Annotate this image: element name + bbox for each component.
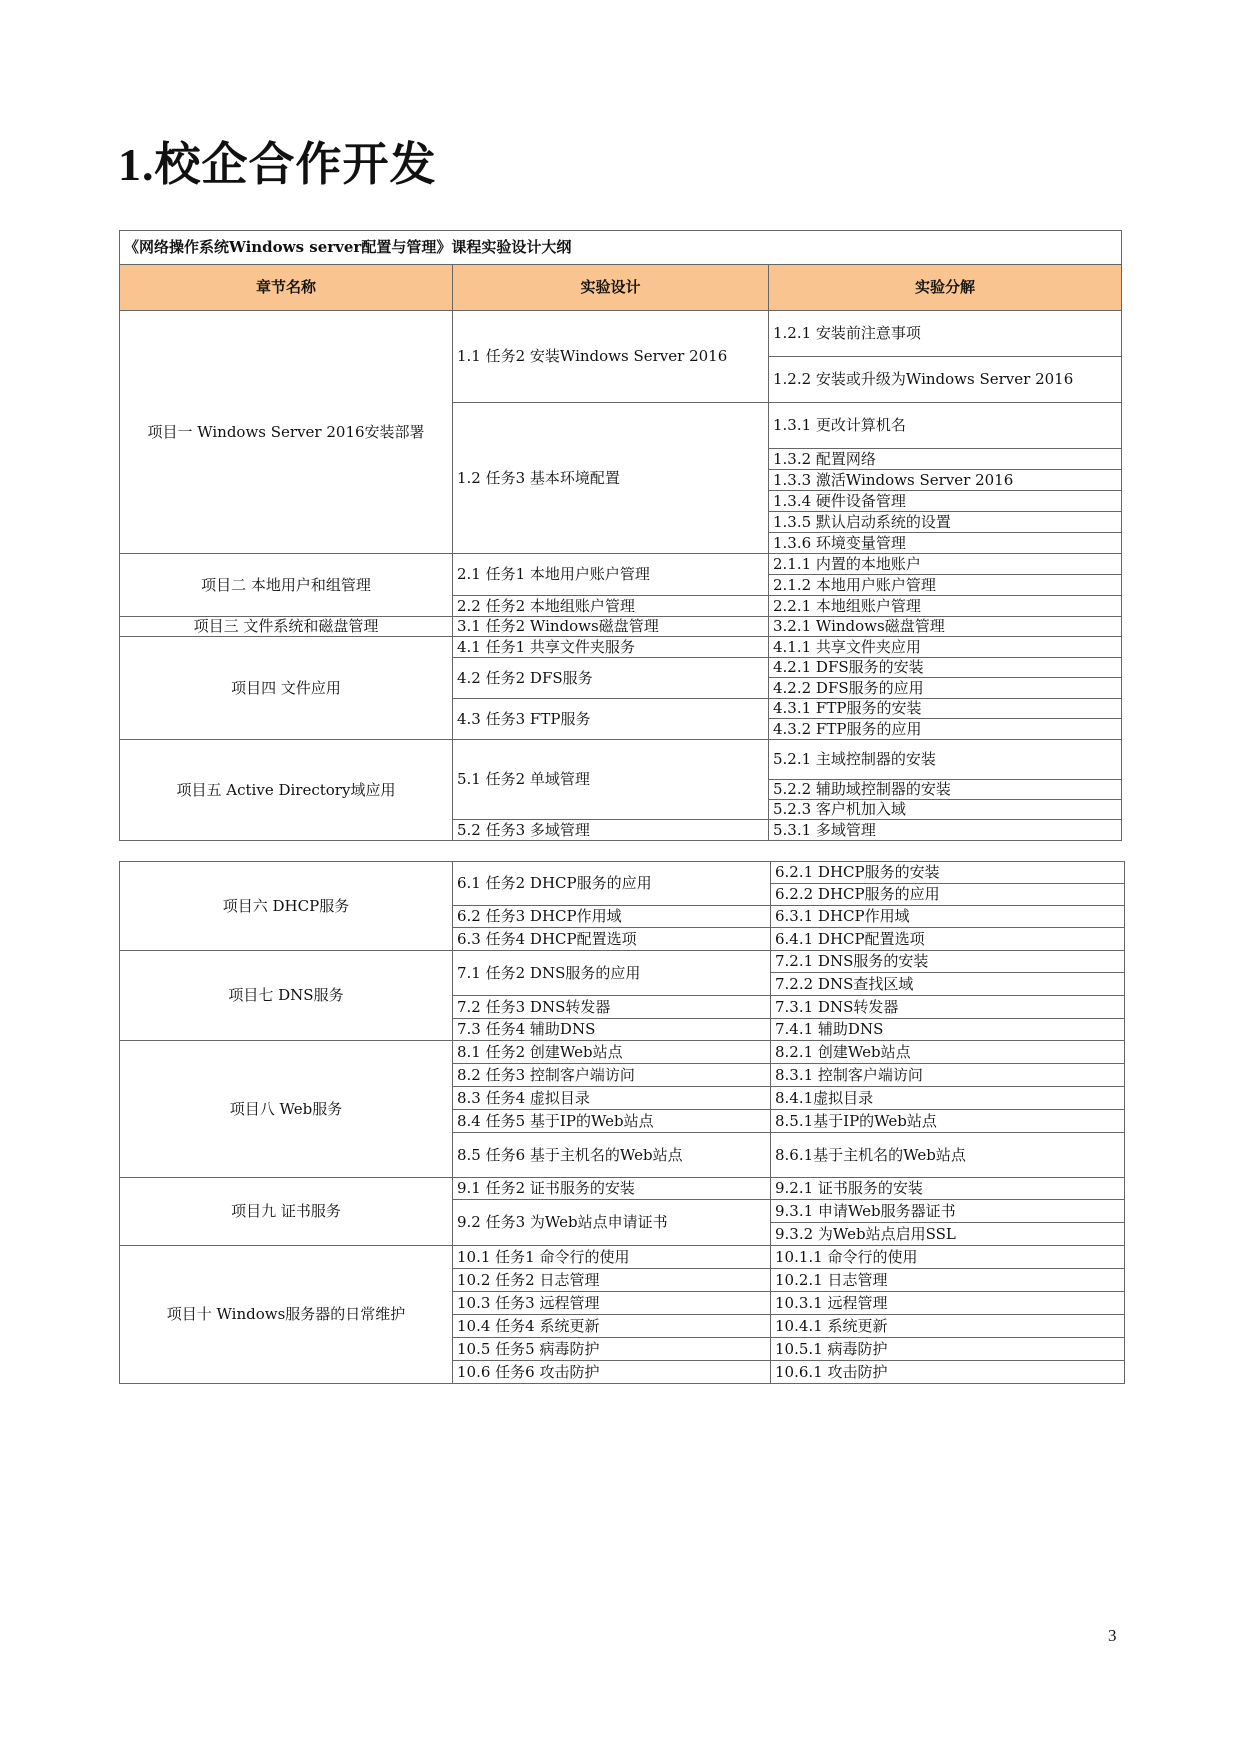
breakdown-cell: 6.4.1 DHCP配置选项 — [771, 928, 1125, 951]
design-cell: 4.2 任务2 DFS服务 — [453, 658, 769, 699]
design-cell: 1.2 任务3 基本环境配置 — [453, 403, 769, 554]
design-cell: 2.2 任务2 本地组账户管理 — [453, 596, 769, 617]
breakdown-cell: 8.5.1基于IP的Web站点 — [771, 1110, 1125, 1133]
design-cell: 6.2 任务3 DHCP作用域 — [453, 906, 771, 928]
breakdown-cell: 3.2.1 Windows磁盘管理 — [769, 617, 1122, 637]
breakdown-cell: 4.3.1 FTP服务的安装 — [769, 699, 1122, 719]
breakdown-cell: 2.1.2 本地用户账户管理 — [769, 575, 1122, 596]
breakdown-cell: 5.2.3 客户机加入域 — [769, 800, 1122, 820]
design-cell: 7.2 任务3 DNS转发器 — [453, 996, 771, 1019]
chapter-cell: 项目一 Windows Server 2016安装部署 — [120, 311, 453, 554]
breakdown-cell: 10.5.1 病毒防护 — [771, 1338, 1125, 1361]
breakdown-cell: 7.3.1 DNS转发器 — [771, 996, 1125, 1019]
breakdown-cell: 2.2.1 本地组账户管理 — [769, 596, 1122, 617]
breakdown-cell: 5.2.2 辅助域控制器的安装 — [769, 780, 1122, 800]
design-cell: 7.3 任务4 辅助DNS — [453, 1019, 771, 1041]
chapter-cell: 项目四 文件应用 — [120, 637, 453, 740]
chapter-cell: 项目五 Active Directory域应用 — [120, 740, 453, 841]
breakdown-cell: 9.2.1 证书服务的安装 — [771, 1178, 1125, 1200]
outline-table-part2 — [119, 861, 1125, 1384]
page-number: 3 — [1108, 1626, 1117, 1645]
design-cell: 8.2 任务3 控制客户端访问 — [453, 1064, 771, 1087]
design-cell: 5.1 任务2 单域管理 — [453, 740, 769, 820]
breakdown-cell: 1.3.2 配置网络 — [769, 449, 1122, 470]
breakdown-cell: 1.2.2 安装或升级为Windows Server 2016 — [769, 357, 1122, 403]
breakdown-cell: 6.2.1 DHCP服务的安装 — [771, 862, 1125, 884]
breakdown-cell: 10.2.1 日志管理 — [771, 1269, 1125, 1292]
breakdown-cell: 8.4.1虚拟目录 — [771, 1087, 1125, 1110]
section-heading: 1.校企合作开发 — [118, 139, 437, 190]
breakdown-cell: 7.4.1 辅助DNS — [771, 1019, 1125, 1041]
breakdown-cell: 1.3.3 激活Windows Server 2016 — [769, 470, 1122, 491]
design-cell: 10.5 任务5 病毒防护 — [453, 1338, 771, 1361]
design-cell: 8.5 任务6 基于主机名的Web站点 — [453, 1133, 771, 1178]
breakdown-cell: 9.3.1 申请Web服务器证书 — [771, 1200, 1125, 1223]
design-cell: 4.1 任务1 共享文件夹服务 — [453, 637, 769, 658]
breakdown-cell: 2.1.1 内置的本地账户 — [769, 554, 1122, 575]
breakdown-cell: 1.3.5 默认启动系统的设置 — [769, 512, 1122, 533]
design-cell: 10.4 任务4 系统更新 — [453, 1315, 771, 1338]
chapter-cell: 项目八 Web服务 — [120, 1041, 453, 1178]
breakdown-cell: 7.2.2 DNS查找区域 — [771, 973, 1125, 996]
chapter-cell: 项目二 本地用户和组管理 — [120, 554, 453, 617]
design-cell: 9.1 任务2 证书服务的安装 — [453, 1178, 771, 1200]
chapter-cell: 项目三 文件系统和磁盘管理 — [120, 617, 453, 637]
breakdown-cell: 10.6.1 攻击防护 — [771, 1361, 1125, 1384]
breakdown-cell: 8.6.1基于主机名的Web站点 — [771, 1133, 1125, 1178]
breakdown-cell: 4.2.2 DFS服务的应用 — [769, 678, 1122, 699]
header-chapter-name: 章节名称 — [120, 265, 453, 311]
design-cell: 4.3 任务3 FTP服务 — [453, 699, 769, 740]
chapter-cell: 项目九 证书服务 — [120, 1178, 453, 1246]
breakdown-cell: 10.3.1 远程管理 — [771, 1292, 1125, 1315]
design-cell: 8.1 任务2 创建Web站点 — [453, 1041, 771, 1064]
chapter-cell: 项目十 Windows服务器的日常维护 — [120, 1246, 453, 1384]
header-experiment-design: 实验设计 — [453, 265, 769, 311]
breakdown-cell: 1.3.1 更改计算机名 — [769, 403, 1122, 449]
breakdown-cell: 6.2.2 DHCP服务的应用 — [771, 884, 1125, 906]
design-cell: 9.2 任务3 为Web站点申请证书 — [453, 1200, 771, 1246]
breakdown-cell: 4.2.1 DFS服务的安装 — [769, 658, 1122, 678]
header-experiment-breakdown: 实验分解 — [769, 265, 1122, 311]
table-caption: 《网络操作系统Windows server配置与管理》课程实验设计大纲 — [120, 231, 1122, 265]
breakdown-cell: 1.3.6 环境变量管理 — [769, 533, 1122, 554]
breakdown-cell: 10.4.1 系统更新 — [771, 1315, 1125, 1338]
design-cell: 10.3 任务3 远程管理 — [453, 1292, 771, 1315]
breakdown-cell: 10.1.1 命令行的使用 — [771, 1246, 1125, 1269]
breakdown-cell: 8.2.1 创建Web站点 — [771, 1041, 1125, 1064]
design-cell: 10.1 任务1 命令行的使用 — [453, 1246, 771, 1269]
breakdown-cell: 6.3.1 DHCP作用域 — [771, 906, 1125, 928]
breakdown-cell: 4.1.1 共享文件夹应用 — [769, 637, 1122, 658]
design-cell: 1.1 任务2 安装Windows Server 2016 — [453, 311, 769, 403]
design-cell: 8.3 任务4 虚拟目录 — [453, 1087, 771, 1110]
breakdown-cell: 5.3.1 多域管理 — [769, 820, 1122, 841]
design-cell: 2.1 任务1 本地用户账户管理 — [453, 554, 769, 596]
breakdown-cell: 4.3.2 FTP服务的应用 — [769, 719, 1122, 740]
design-cell: 6.3 任务4 DHCP配置选项 — [453, 928, 771, 951]
design-cell: 10.6 任务6 攻击防护 — [453, 1361, 771, 1384]
outline-table-part1 — [119, 230, 1122, 841]
design-cell: 8.4 任务5 基于IP的Web站点 — [453, 1110, 771, 1133]
chapter-cell: 项目七 DNS服务 — [120, 951, 453, 1041]
design-cell: 5.2 任务3 多域管理 — [453, 820, 769, 841]
breakdown-cell: 1.3.4 硬件设备管理 — [769, 491, 1122, 512]
chapter-cell: 项目六 DHCP服务 — [120, 862, 453, 951]
design-cell: 7.1 任务2 DNS服务的应用 — [453, 951, 771, 996]
breakdown-cell: 9.3.2 为Web站点启用SSL — [771, 1223, 1125, 1246]
design-cell: 10.2 任务2 日志管理 — [453, 1269, 771, 1292]
design-cell: 6.1 任务2 DHCP服务的应用 — [453, 862, 771, 906]
breakdown-cell: 7.2.1 DNS服务的安装 — [771, 951, 1125, 973]
breakdown-cell: 8.3.1 控制客户端访问 — [771, 1064, 1125, 1087]
breakdown-cell: 5.2.1 主域控制器的安装 — [769, 740, 1122, 780]
breakdown-cell: 1.2.1 安装前注意事项 — [769, 311, 1122, 357]
design-cell: 3.1 任务2 Windows磁盘管理 — [453, 617, 769, 637]
